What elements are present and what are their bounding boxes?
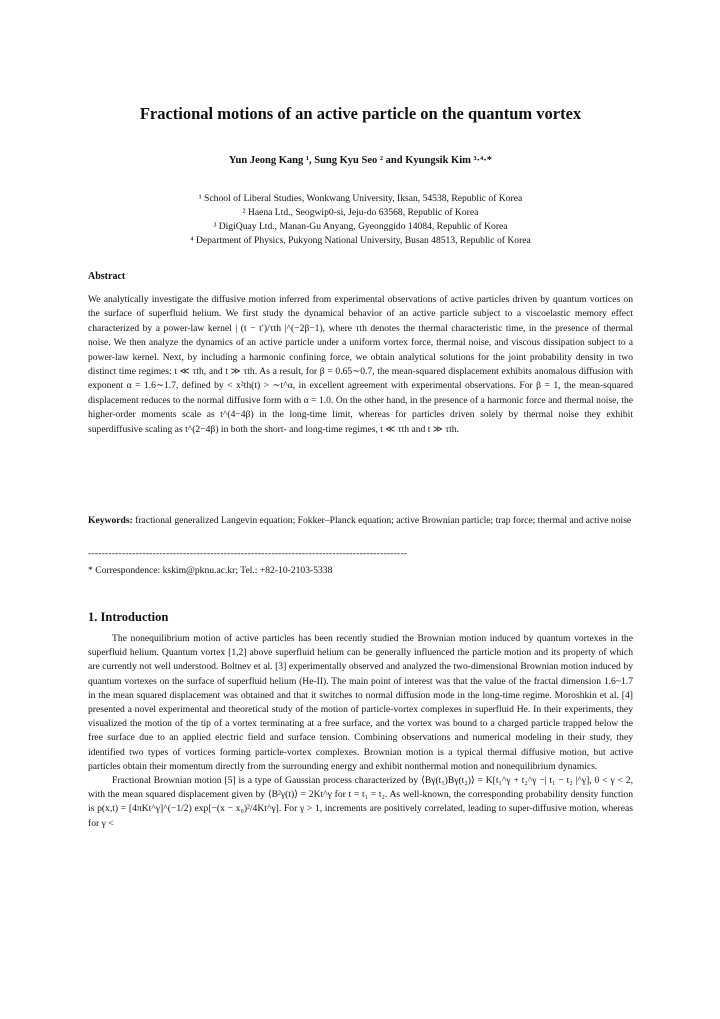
correspondence-note: * Correspondence: kskim@pknu.ac.kr; Tel.: +82-10-2103-5338 xyxy=(88,565,333,576)
author-list: Yun Jeong Kang ¹, Sung Kyu Seo ² and Kyungsik Kim ³·⁴·* xyxy=(228,155,493,166)
abstract-heading: Abstract xyxy=(88,271,126,282)
intro-paragraph-1: The nonequilibrium motion of active particles has been recently studied the Brownian motion induced by quantum vortexes in the superfluid helium. Quantum vortex [1,2] above superfluid helium can be generally influenced the particle motion and its property of which are currently not well understood. Boltnev et al. [3] experimentally observed and analyzed the two-dimensional Brownian motion induced by quantum vortexes on the surface of superfluid helium (He-II). The main point of interest was that the value of the fractal dimension 1.6~1.7 in the mean squared displacement was obtained and that it switches to normal diffusion mode in the long-time regime. Moroshkin et al. [4] presented a novel experimental and theoretical study of the motion of particle-vortex complexes in superfluid He. In their experiments, they visualized the motion of the tip of a vortex terminating at a free surface, and the vortex was bound to a charged particle trapped below the free surface due to an applied electric field and surface tension. Combining observations and numerical modeling in their study, they identified two types of vortices forming particle-vortex complexes. Brownian motion is a typical thermal diffusive motion, but active particles obtain their momentum directly from the surrounding energy and exhibit nonthermal motion and nonequilibrium dynamics. xyxy=(88,633,633,772)
keywords-label: Keywords: xyxy=(88,515,133,526)
introduction-body xyxy=(88,632,633,831)
keywords-text: fractional generalized Langevin equation; Fokker–Planck equation; active Brownian particle; trap force; thermal and active noise xyxy=(135,515,632,526)
affiliation-4: ⁴ Department of Physics, Pukyong National University, Busan 48513, Republic of Korea xyxy=(190,235,531,246)
section-heading: 1. Introduction xyxy=(88,610,169,624)
affiliation-3: ³ DigiQuay Ltd., Manan-Gu Anyang, Gyeonggido 14084, Republic of Korea xyxy=(213,221,508,232)
intro-paragraph-2: Fractional Brownian motion [5] is a type of Gaussian process characterized by ⟨Bγ(t₁)Bγ(t₂)⟩ = K[t₁^γ + t₂^γ −| t₁ − t₂ |^γ], 0 < γ < 2, with the mean squared displacement given by ⟨B²γ(t)⟩ = 2Kt^γ for t = t₁ = t₂. As well-known, the corresponding probability density function is p(x,t) = [4πKt^γ]^(−1/2) exp[−(x − x₀)²/4Kt^γ]. For γ > 1, increments are positively correlated, leading to super-diffusive motion, whereas for γ < xyxy=(88,775,633,829)
footnote-separator: ---------------------------------------------------------------------------------------------- xyxy=(88,548,408,559)
affiliation-2: ² Haena Ltd., Seogwip0-si, Jeju-do 63568, Republic of Korea xyxy=(242,207,479,218)
affiliation-list xyxy=(88,192,633,248)
affiliation-1: ¹ School of Liberal Studies, Wonkwang University, Iksan, 54538, Republic of Korea xyxy=(198,193,523,204)
keywords xyxy=(88,514,633,528)
abstract-text: We analytically investigate the diffusive motion inferred from experimental observations of active particles driven by quantum vortices on the surface of superfluid helium. We first study the dynamical behavior of an active particle subject to a viscoelastic memory effect characterized by a power-law kernel | (t − t′)/τth |^(−2β−1), where τth denotes the thermal characteristic time, in the presence of thermal noise. We then analyze the dynamics of an active particle under a uniform vortex force, thermal noise, and viscous dissipation subject to a power-law kernel. Next, by including a harmonic confining force, we obtain analytical solutions for the joint probability density in two distinct time regimes: t ≪ τth, and t ≫ τth. As a result, for β = 0.65∼0.7, the mean-squared displacement exhibits anomalous diffusion with exponent α = 1.6∼1.7, defined by < x²th(t) > ∼t^α, in excellent agreement with experimental observations. For β = 1, the mean-squared displacement reduces to the normal diffusive form with α = 1.0. On the other hand, in the presence of a harmonic force and thermal noise, the higher-order moments scale as t^(4−4β) in the long-time limit, whereas for particles driven solely by thermal noise they exhibit superdiffusive scaling as t^(2−4β) in both the short- and long-time regimes, t ≪ τth and t ≫ τth. xyxy=(88,294,633,435)
paper-title: Fractional motions of an active particle on the quantum vortex xyxy=(139,104,582,123)
